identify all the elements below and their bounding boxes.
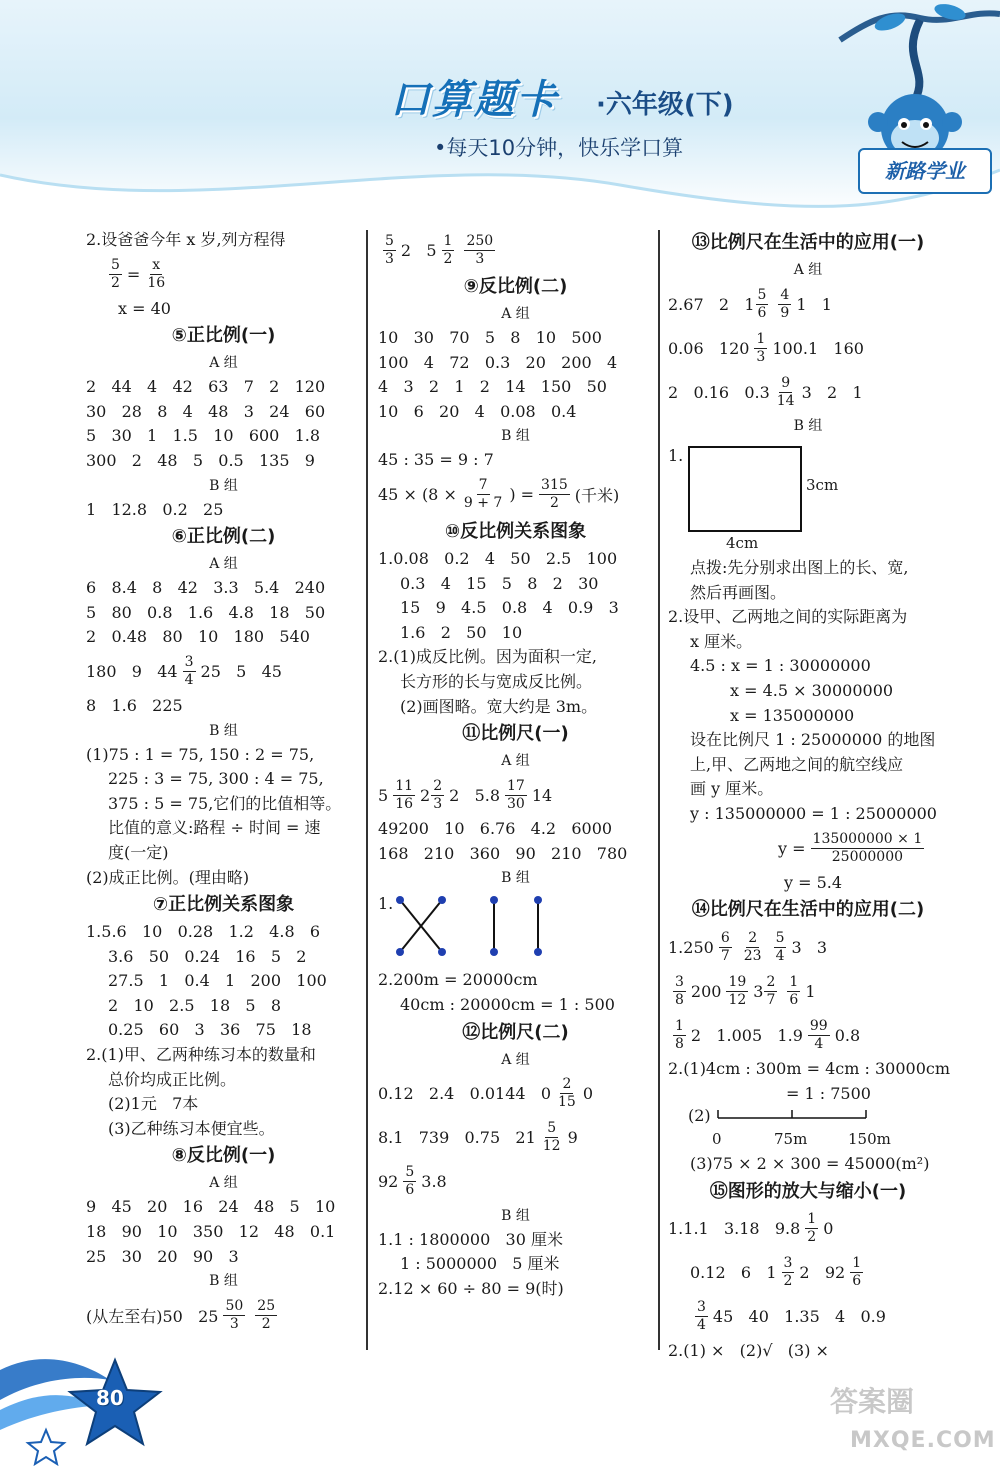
answer-line: 2.(1)成反比例。因为面积一定, <box>378 647 598 667</box>
fraction: $\frac{1}{6}$ <box>852 1255 862 1290</box>
fraction: $\frac{6}{7}$ <box>720 929 730 964</box>
answer-values: 2 <box>420 785 431 805</box>
answer-line: 2 0.48 80 10 180 540 <box>86 627 310 647</box>
answer-values: 1 <box>805 981 816 1001</box>
group-label: A 组 <box>209 1175 238 1192</box>
fraction: $\frac{4}{9}$ <box>780 286 790 321</box>
answer-line <box>668 925 948 969</box>
answer-line <box>668 326 948 370</box>
answer-line <box>378 1072 653 1116</box>
answer-line: 上,甲、乙两地之间的航空线应 <box>690 754 904 774</box>
answer-values: 8.1 739 0.75 21 <box>378 1128 536 1147</box>
answer-line: 1 : 5000000 5 厘米 <box>400 1254 560 1274</box>
answer-line <box>668 282 948 326</box>
answer-line <box>668 1295 948 1339</box>
matching-lines <box>378 890 578 968</box>
answer-column-2 <box>378 228 653 1301</box>
section-heading: ⑪比例尺(一) <box>462 723 569 745</box>
answer-line: y = 5.4 <box>784 872 843 892</box>
answer-line: 1.5.6 10 0.28 1.2 4.8 6 <box>86 922 321 942</box>
fraction: $\frac{2}{23}$ <box>743 929 762 964</box>
fraction: $\frac{135000000 \times 1}{25000000}$ <box>812 831 923 866</box>
section-heading: ⑧反比例(一) <box>171 1145 276 1167</box>
answer-values: 3 2 1 <box>801 382 863 402</box>
fraction: $\frac{250}{3}$ <box>466 232 494 267</box>
answer-line: 168 210 360 90 210 780 <box>378 843 628 863</box>
answer-line: 1.0.08 0.2 4 50 2.5 100 <box>378 548 618 568</box>
answer-line: 画 y 厘米。 <box>690 779 774 799</box>
answer-line: 然后再画图。 <box>690 582 787 602</box>
answer-line: x = 4.5 × 30000000 <box>730 680 894 700</box>
group-label: A 组 <box>501 306 530 322</box>
scale-label: 75m <box>774 1130 808 1149</box>
answer-values: 45 × (8 × <box>378 485 457 505</box>
section-heading: ⑨反比例(二) <box>463 276 568 297</box>
answer-values: 100.1 160 <box>772 338 864 358</box>
answer-values: 3.8 <box>421 1172 447 1191</box>
group-label: A 组 <box>501 1051 530 1068</box>
group-label: B 组 <box>501 428 530 445</box>
rectangle-width-label: 4cm <box>726 534 759 552</box>
answer-line: 长方形的长与宽成反比例。 <box>400 671 593 691</box>
header-banner <box>0 0 1000 215</box>
answer-line: 比值的意义:路程 ÷ 时间 = 速 <box>108 818 321 838</box>
fraction: $\frac{3}{4}$ <box>184 654 194 689</box>
answer-values: 0.8 <box>834 1025 861 1045</box>
fraction: $\frac{3}{8}$ <box>675 973 684 1008</box>
fraction: $\frac{25}{2}$ <box>257 1297 276 1332</box>
answer-line: 8 1.6 225 <box>86 695 183 715</box>
section-heading: ⑤正比例(一) <box>171 325 276 347</box>
group-label: A 组 <box>501 753 530 770</box>
answer-line <box>668 1251 948 1295</box>
section-heading: ⑦正比例关系图象 <box>152 894 295 916</box>
answer-line: 6 8.4 8 42 3.3 5.4 240 <box>86 578 326 598</box>
answer-line: 度(一定) <box>108 842 169 862</box>
section-heading: ⑮图形的放大与缩小(一) <box>709 1180 907 1202</box>
section-heading: ⑫比例尺(二) <box>462 1021 569 1043</box>
fraction: $\frac{5}{3}$ <box>385 232 394 267</box>
answer-line <box>668 1013 948 1057</box>
fraction: $\frac{1}{6}$ <box>789 973 799 1008</box>
answer-line: 2.(1) × (2)√ (3) × <box>668 1340 829 1360</box>
answer-line: 2 10 2.5 18 5 8 <box>108 995 281 1015</box>
answer-values: 0 <box>582 1084 594 1103</box>
answer-values: 92 <box>378 1172 399 1191</box>
scale-bar-line <box>716 1108 896 1122</box>
group-label: A 组 <box>793 262 823 278</box>
fraction: $\frac{99}{4}$ <box>809 1017 828 1052</box>
answer-column-3 <box>668 228 948 1364</box>
answer-values: (千米) <box>574 486 620 506</box>
group-label: B 组 <box>209 477 238 494</box>
answer-line: 30 28 8 4 48 3 24 60 <box>86 401 326 421</box>
equals-sign: = <box>126 265 141 285</box>
fraction: $\frac{2}{7}$ <box>766 973 776 1008</box>
answer-line: (2)成正比例。(理由略) <box>86 867 250 887</box>
group-label: B 组 <box>793 418 823 434</box>
answer-values: 2 5.8 <box>449 785 501 805</box>
answer-line: 2.设爸爸今年 x 岁,列方程得 <box>86 230 286 249</box>
answer-line: 225 : 3 = 75, 300 : 4 = 75, <box>108 769 324 789</box>
section-heading: ⑬比例尺在生活中的应用(一) <box>691 232 925 253</box>
answer-line: 49200 10 6.76 4.2 6000 <box>378 819 613 839</box>
group-label: B 组 <box>209 722 238 739</box>
answer-line: 2.(1)甲、乙两种练习本的数量和 <box>86 1045 316 1065</box>
answer-line: 100 4 72 0.3 20 200 4 <box>378 352 618 372</box>
group-label: A 组 <box>209 355 238 372</box>
answer-line: 10 30 70 5 8 10 500 <box>378 328 602 347</box>
answer-line: 40cm : 20000cm = 1 : 500 <box>400 994 615 1014</box>
fraction: $\frac{7}{9 + 7}$ <box>463 477 503 512</box>
answer-values: 0.06 120 <box>668 338 750 358</box>
fraction: $\frac{5}{12}$ <box>542 1120 561 1154</box>
answer-values: 2.67 2 1 <box>668 294 755 314</box>
answer-line <box>668 370 948 414</box>
answer-values: 25 5 45 <box>200 662 282 682</box>
answer-line: y : 135000000 = 1 : 25000000 <box>690 803 937 823</box>
answer-values: 1 1 <box>796 294 832 314</box>
publisher-logo: 新路学业 <box>858 148 992 194</box>
group-label: A 组 <box>209 556 238 573</box>
section-heading: ⑩反比例关系图象 <box>444 520 587 542</box>
question-part: (2) <box>688 1106 711 1126</box>
answer-line <box>668 969 948 1013</box>
answer-line: x 厘米。 <box>690 631 753 651</box>
answer-line <box>378 473 653 517</box>
answer-values: 180 9 44 <box>86 662 178 682</box>
answer-line: 1 12.8 0.2 25 <box>86 499 224 519</box>
answer-line: 27.5 1 0.4 1 200 100 <box>108 971 327 991</box>
group-label: B 组 <box>501 870 530 887</box>
answer-line: 0.3 4 15 5 8 2 30 <box>400 573 599 593</box>
answer-values: 2 1.005 1.9 <box>690 1025 803 1045</box>
scale-bar <box>668 1106 948 1132</box>
answer-line: 2.设甲、乙两地之间的实际距离为 <box>668 607 908 627</box>
fraction: $\frac{9}{14}$ <box>776 374 795 409</box>
answer-line <box>668 827 948 871</box>
answer-values: 2 0.16 0.3 <box>668 382 770 402</box>
fraction: $\frac{3}{4}$ <box>697 1299 706 1334</box>
answer-values: 2 5 <box>400 240 437 260</box>
matching-diagram <box>378 890 653 968</box>
answer-line: (3)75 × 2 × 300 = 45000(m²) <box>690 1154 930 1174</box>
page-number: 80 <box>96 1386 124 1410</box>
answer-values: 2 92 <box>799 1263 846 1283</box>
answer-line: 点拨:先分别求出图上的长、宽, <box>690 558 909 577</box>
answer-line: 0.25 60 3 36 75 18 <box>108 1020 312 1040</box>
answer-values: 3 <box>753 981 764 1001</box>
rectangle-drawing <box>668 438 948 556</box>
answer-line <box>378 1116 653 1160</box>
fraction: $\frac{5}{2}$ <box>111 257 120 292</box>
fraction: $\frac{50}{3}$ <box>225 1297 244 1332</box>
watermark: 答案圈 <box>830 1385 915 1418</box>
drawn-rectangle <box>688 446 802 532</box>
scale-label: 150m <box>848 1130 891 1149</box>
answer-values: (从左至右)50 25 <box>86 1306 219 1326</box>
answer-line: 5 80 0.8 1.6 4.8 18 50 <box>86 602 326 622</box>
answer-line: 1.6 2 50 10 <box>400 622 523 642</box>
answer-line <box>378 228 653 272</box>
answer-line: (2)1元 7本 <box>108 1094 199 1114</box>
answer-line <box>668 1207 948 1251</box>
answer-line: (3)乙种练习本便宜些。 <box>108 1118 275 1138</box>
fraction: $\frac{315}{2}$ <box>541 477 568 512</box>
answer-line: 3.6 50 0.24 16 5 2 <box>108 946 307 966</box>
rectangle-height-label: 3cm <box>806 476 839 494</box>
scale-labels <box>668 1132 948 1152</box>
watermark-url: MXQE.COM <box>850 1428 996 1453</box>
answer-line: 5 30 1 1.5 10 600 1.8 <box>86 426 321 446</box>
fraction: $\frac{2}{15}$ <box>558 1076 576 1110</box>
fraction: $\frac{5}{6}$ <box>757 286 767 321</box>
answer-line: 300 2 48 5 0.5 135 9 <box>86 450 315 470</box>
answer-line: 2.(1)4cm : 300m = 4cm : 30000cm <box>668 1059 950 1079</box>
answer-line: (1)75 : 1 = 75, 150 : 2 = 75, <box>86 744 315 764</box>
page-title: 口算题卡 <box>390 77 558 123</box>
answer-values: 3 3 <box>791 937 828 957</box>
answer-line: x = 40 <box>118 298 171 318</box>
fraction: $\frac{5}{4}$ <box>775 929 785 964</box>
answer-line: 2.200m = 20000cm <box>378 970 538 990</box>
answer-line: 45 : 35 = 9 : 7 <box>378 450 494 470</box>
fraction: $\frac{x}{16}$ <box>147 257 166 292</box>
answer-line <box>86 650 361 694</box>
question-number: 1. <box>378 894 394 914</box>
answer-line: x = 135000000 <box>730 705 855 725</box>
answer-line <box>378 773 653 817</box>
answer-line: 25 30 20 90 3 <box>86 1246 239 1266</box>
answer-values: 1.1.1 3.18 9.8 <box>668 1219 801 1239</box>
fraction: $\frac{1}{8}$ <box>675 1017 684 1052</box>
slogan: •每天10分钟，快乐学口算 <box>434 136 684 160</box>
answer-values: 1.250 <box>668 937 714 957</box>
answer-line: (2)画图略。宽大约是 3m。 <box>400 696 598 716</box>
answer-line: 375 : 5 = 75,它们的比值相等。 <box>108 793 342 813</box>
answer-values: 14 <box>531 785 553 805</box>
answer-line: 设在比例尺 1 : 25000000 的地图 <box>690 730 936 750</box>
equation-line <box>86 253 361 297</box>
answer-values: 200 <box>690 981 722 1001</box>
answer-values: 0 <box>823 1219 834 1239</box>
group-label: B 组 <box>209 1273 238 1290</box>
answer-line: 18 90 10 350 12 48 0.1 <box>86 1222 336 1242</box>
answer-values: ) = <box>509 485 535 505</box>
answer-line <box>378 1160 653 1204</box>
answer-line: 1.1 : 1800000 30 厘米 <box>378 1229 563 1249</box>
scale-label: 0 <box>712 1130 722 1149</box>
fraction: $\frac{1}{2}$ <box>443 232 453 267</box>
fraction: $\frac{1}{2}$ <box>807 1211 817 1246</box>
section-heading: ⑭比例尺在生活中的应用(二) <box>691 899 925 921</box>
answer-line: 10 6 20 4 0.08 0.4 <box>378 401 577 421</box>
answer-values: 5 <box>378 785 389 805</box>
shooting-star-icon <box>0 1330 170 1469</box>
fraction: $\frac{11}{16}$ <box>395 777 414 812</box>
group-label: B 组 <box>501 1207 530 1224</box>
column-divider <box>658 230 660 1350</box>
section-heading: ⑥正比例(二) <box>171 526 276 548</box>
answer-line: 4 3 2 1 2 14 150 50 <box>378 377 607 397</box>
answer-column-1 <box>86 228 361 1337</box>
fraction: $\frac{19}{12}$ <box>728 973 747 1008</box>
fraction: $\frac{2}{3}$ <box>433 777 443 812</box>
answer-values: 45 40 1.35 4 0.9 <box>712 1307 886 1327</box>
fraction: $\frac{3}{2}$ <box>783 1255 793 1290</box>
answer-line: 总价均成正比例。 <box>108 1069 237 1089</box>
answer-line: 2.12 × 60 ÷ 80 = 9(时) <box>378 1278 564 1298</box>
fraction: $\frac{17}{30}$ <box>507 777 525 812</box>
answer-line: 15 9 4.5 0.8 4 0.9 3 <box>400 598 619 618</box>
fraction: $\frac{5}{6}$ <box>405 1164 415 1198</box>
answer-values: y = <box>778 839 806 859</box>
answer-line: = 1 : 7500 <box>786 1083 871 1103</box>
question-number: 1. <box>668 446 684 465</box>
column-divider <box>366 230 368 1350</box>
answer-line: 9 45 20 16 24 48 5 10 <box>86 1197 336 1217</box>
grade-label: ·六年级(下) <box>596 90 734 120</box>
answer-line: 4.5 : x = 1 : 30000000 <box>690 656 871 676</box>
answer-values: 0.12 6 1 <box>690 1263 777 1283</box>
answer-line: 2 44 4 42 63 7 2 120 <box>86 377 326 397</box>
answer-values: 0.12 2.4 0.0144 0 <box>378 1084 552 1103</box>
fraction: $\frac{1}{3}$ <box>756 330 766 365</box>
answer-values: 9 <box>567 1128 578 1147</box>
